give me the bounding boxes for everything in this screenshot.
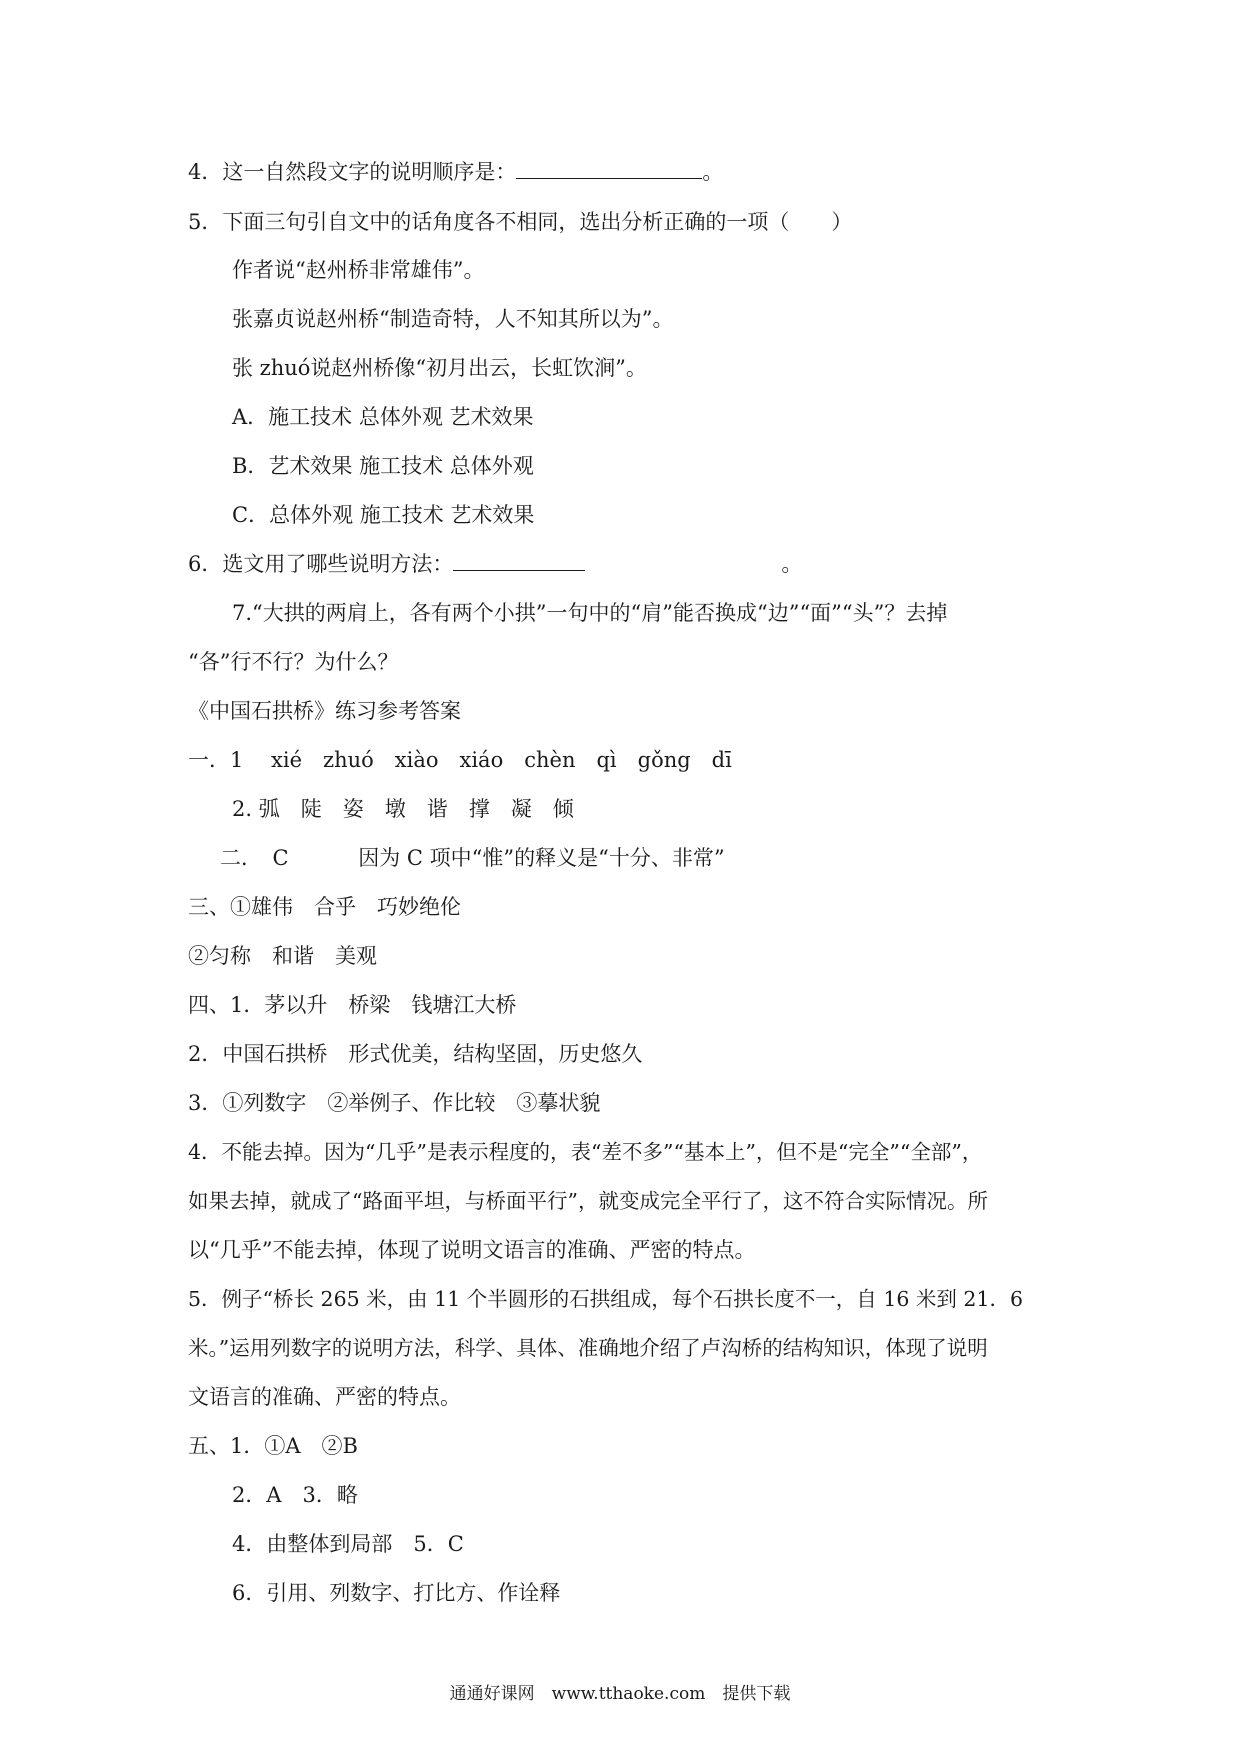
question-5-option-a: A．施工技术 总体外观 艺术效果 xyxy=(232,405,534,429)
answer-line: 三、①雄伟 合乎 巧妙绝伦 xyxy=(188,895,461,919)
answer-line: 二． C 因为 C 项中“惟”的释义是“十分、非常” xyxy=(220,846,725,870)
question-5-quote-3: 张 zhuó说赵州桥像“初月出云，长虹饮涧”。 xyxy=(232,356,647,380)
page-footer: 通通好课网 www.tthaoke.com 提供下载 xyxy=(449,1684,791,1704)
answer-line: 四、1．茅以升 桥梁 钱塘江大桥 xyxy=(188,993,517,1017)
question-5-option-b: B．艺术效果 施工技术 总体外观 xyxy=(232,454,534,478)
answer-line: 一．1 xié zhuó xiào xiáo chèn qì gǒng dī xyxy=(188,748,732,772)
question-4 xyxy=(188,158,723,186)
answer-line: 2. 弧 陡 姿 墩 谐 撑 凝 倾 xyxy=(232,797,574,821)
answer-line: 6．引用、列数字、打比方、作诠释 xyxy=(232,1581,561,1605)
answer-line: 米。”运用列数字的说明方法，科学、具体、准确地介绍了卢沟桥的结构知识，体现了说明 xyxy=(188,1336,988,1360)
answer-line: 如果去掉，就成了“路面平坦，与桥面平行”，就变成完全平行了，这不符合实际情况。所 xyxy=(188,1189,988,1213)
answer-line: 2．中国石拱桥 形式优美，结构坚固，历史悠久 xyxy=(188,1042,643,1066)
answers-title: 《中国石拱桥》练习参考答案 xyxy=(188,699,461,723)
question-4-text: 4．这一自然段文字的说明顺序是： xyxy=(188,160,517,184)
answer-line: 2．A 3．略 xyxy=(232,1483,358,1507)
question-6-end: 。 xyxy=(781,552,803,576)
question-6 xyxy=(188,550,802,578)
question-7-line-1: 7.“大拱的两肩上，各有两个小拱”一句中的“肩”能否换成“边”“面”“头”？去掉 xyxy=(232,601,948,625)
answer-line: 5．例子“桥长 265 米，由 11 个半圆形的石拱组成，每个石拱长度不一，自 16 米到 21．6 xyxy=(188,1287,1024,1311)
answer-line: 以“几乎”不能去掉，体现了说明文语言的准确、严密的特点。 xyxy=(188,1238,756,1262)
question-5-quote-1: 作者说“赵州桥非常雄伟”。 xyxy=(232,258,485,282)
question-4-end: 。 xyxy=(702,160,724,184)
answer-line: ②匀称 和谐 美观 xyxy=(188,944,377,968)
answer-line: 3．①列数字 ②举例子、作比较 ③摹状貌 xyxy=(188,1091,601,1115)
question-7-line-2: “各”行不行？为什么？ xyxy=(188,650,399,674)
answer-line: 五、1．①A ②B xyxy=(188,1434,358,1458)
question-6-text: 6．选文用了哪些说明方法： xyxy=(188,552,454,576)
answer-blank xyxy=(516,158,702,179)
question-5-quote-2: 张嘉贞说赵州桥“制造奇特，人不知其所以为”。 xyxy=(232,307,674,331)
question-5-option-c: C．总体外观 施工技术 艺术效果 xyxy=(232,503,535,527)
question-5: 5．下面三句引自文中的话角度各不相同，选出分析正确的一项（ ） xyxy=(188,210,853,234)
answer-blank xyxy=(453,550,585,571)
answer-line: 文语言的准确、严密的特点。 xyxy=(188,1385,461,1409)
answer-line: 4．由整体到局部 5．C xyxy=(232,1532,464,1556)
answer-line: 4．不能去掉。因为“几乎”是表示程度的，表“差不多”“基本上”，但不是“完全”“全部”， xyxy=(188,1140,983,1164)
